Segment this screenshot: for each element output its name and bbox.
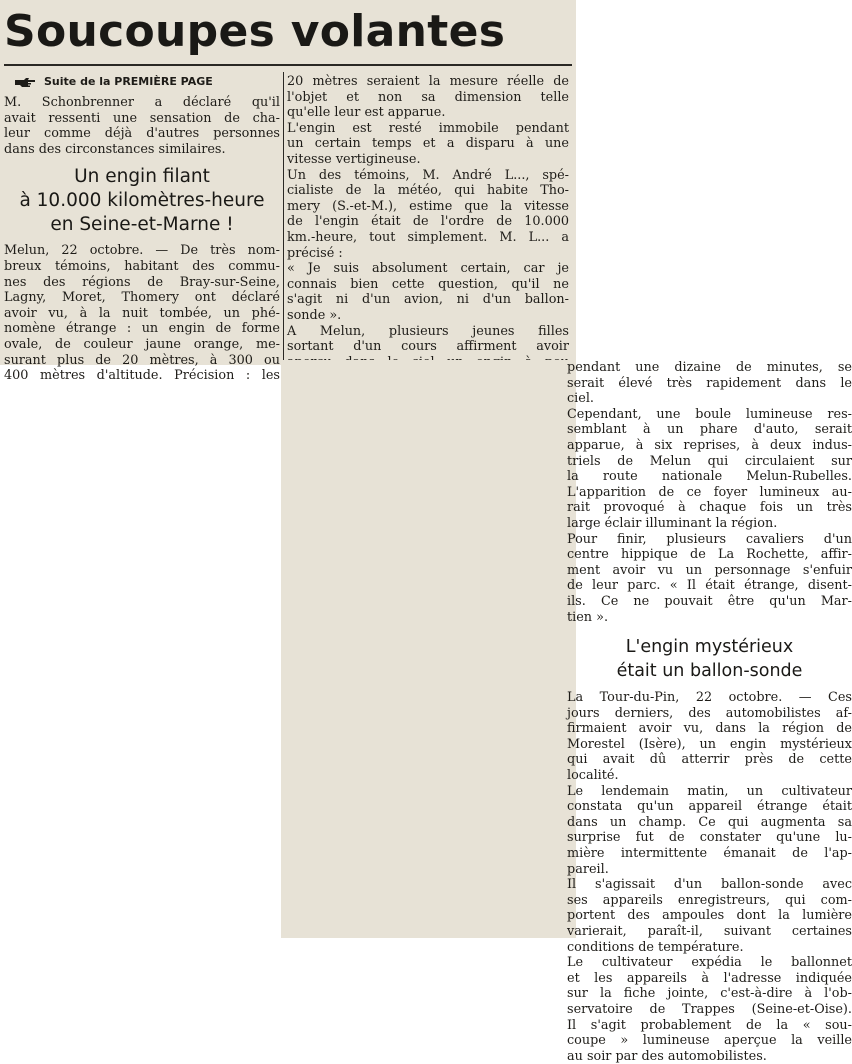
body-line: sur la fiche jointe, c'est-à-dire à l'ob- (567, 986, 852, 1002)
subhead-line: en Seine-et-Marne ! (50, 214, 234, 236)
subhead-line: était un ballon-sonde (616, 661, 803, 682)
body-line: connais bien cette question, qu'il ne (287, 276, 569, 292)
body-line: sonde ». (287, 307, 342, 323)
body-line: centre hippique de La Rochette, affir- (567, 547, 852, 563)
body-line: 20 mètres seraient la mesure réelle de (287, 74, 569, 89)
body-line: un certain temps et a disparu à une (287, 136, 569, 152)
body-line: firmaient avoir vu, dans la région de (567, 721, 852, 737)
body-line: surant plus de 20 mètres, à 300 ou (4, 352, 280, 368)
body-line: Morestel (Isère), un engin mystérieux (567, 736, 852, 752)
body-line: 400 mètres d'altitude. Précision : les (4, 368, 280, 384)
body-line: Le cultivateur expédia le ballonnet (567, 955, 852, 971)
body-line: ment avoir vu un personnage s'enfuir (567, 562, 852, 578)
body-line: serait élevé très rapidement dans le (567, 375, 852, 391)
body-line: au soir par des automobilistes. (567, 1048, 767, 1064)
body-line: localité. (567, 768, 619, 784)
clipping-top (0, 0, 576, 384)
body-line: pendant une dizaine de minutes, se (567, 360, 852, 375)
body-line: pareil. (567, 861, 609, 877)
body-line: servatoire de Trappes (Seine-et-Oise). (567, 1001, 852, 1017)
column-divider (283, 72, 284, 362)
body-line: la route nationale Melun-Rubelles. (567, 469, 852, 485)
body-line: qui avait dû atterrir près de cette (567, 752, 852, 768)
subhead-line: L'engin mystérieux (625, 637, 794, 658)
body-line: ovale, de couleur jaune orange, me- (4, 336, 280, 352)
body-line: semblant à un phare d'auto, serait (567, 422, 852, 438)
body-line: conditions de température. (567, 939, 744, 955)
body-line: ses appareils enregistreurs, qui com- (567, 892, 852, 908)
article-headline: Soucoupes volantes (4, 6, 506, 57)
body-line: mery (S.-et-M.), estime que la vitesse (287, 198, 569, 214)
right-column-top (287, 74, 569, 386)
body-line: A Melun, plusieurs jeunes filles (287, 323, 569, 339)
body-line: breux témoins, habitant des commu- (4, 258, 280, 274)
intro-line: M. Schonbrenner a déclaré qu'il (4, 95, 280, 110)
body-line: Pour finir, plusieurs cavaliers d'un (567, 531, 852, 547)
body-line: Lagny, Moret, Thomery ont déclaré (4, 290, 280, 306)
subhead-line: à 10.000 kilomètres-heure (19, 190, 265, 212)
body-line: vitesse vertigineuse. (287, 151, 421, 167)
body-line: précisé : (287, 245, 343, 261)
body-line: Il s'agit probablement de la « sou- (567, 1017, 852, 1033)
body-line: cialiste de la météo, qui habite Tho- (287, 183, 569, 199)
pointing-hand-icon (14, 77, 36, 88)
intro-line: leur comme déjà d'autres personnes (4, 126, 280, 142)
intro-line: dans des circonstances similaires. (4, 141, 226, 157)
subhead-line: Un engin filant (74, 166, 210, 188)
body-line: large éclair illuminant la région. (567, 515, 778, 531)
body-line: Le lendemain matin, un cultivateur (567, 783, 852, 799)
continuation-text: Suite de la PREMIÈRE PAGE (44, 75, 213, 88)
body-line: Un des témoins, M. André L..., spé- (287, 167, 569, 183)
body-line: ciel. (567, 391, 594, 407)
body-line: rait provoqué à chaque fois un très (567, 500, 852, 516)
left-column (4, 74, 280, 384)
right-column-bottom (567, 360, 852, 1064)
body-line: nes des régions de Bray-sur-Seine, (4, 274, 280, 290)
body-line: jours derniers, des automobilistes af- (567, 705, 852, 721)
body-line: km.-heure, tout simplement. M. L... a (287, 229, 569, 245)
body-line: varierait, paraît-il, suivant certaines (567, 924, 852, 939)
body-line: La Tour-du-Pin, 22 octobre. — Ces (567, 690, 852, 706)
body-line: « Je suis absolument certain, car je (287, 261, 569, 277)
body-line: s'agit ni d'un avion, ni d'un ballon- (287, 292, 569, 308)
continuation-label (4, 74, 280, 90)
body-line: l'objet et non sa dimension telle (287, 89, 569, 105)
clipping-right (281, 360, 852, 1064)
body-line: portent des ampoules dont la lumière (567, 908, 852, 924)
body-line: coupe » lumineuse aperçue la veille (567, 1033, 852, 1049)
body-line: surprise fut de constater qu'une lu- (567, 830, 852, 846)
body-line: sortant d'un cours affirment avoir (287, 339, 569, 355)
body-line: qu'elle leur est apparue. (287, 105, 446, 121)
intro-line: avait ressenti une sensation de cha- (4, 110, 280, 126)
body-line: constata qu'un appareil étrange était (567, 799, 852, 815)
body-line: Melun, 22 octobre. — De très nom- (4, 243, 280, 259)
headline-rule (4, 64, 572, 66)
body-line: triels de Melun qui circulaient sur (567, 453, 852, 469)
body-line: L'engin est resté immobile pendant (287, 120, 569, 136)
body-line: dans un champ. Ce qui augmenta sa (567, 814, 852, 830)
body-line: mière intermittente émanait de l'ap- (567, 846, 852, 862)
body-line: avoir vu, à la nuit tombée, un phé- (4, 305, 280, 321)
body-line: nomène étrange : un engin de forme (4, 321, 280, 337)
body-line: apparue, à six reprises, à deux indus- (567, 437, 852, 453)
body-line: et les appareils à l'adresse indiquée (567, 970, 852, 986)
body-line: Cependant, une boule lumineuse res- (567, 406, 852, 422)
body-line: de leur parc. « Il était étrange, disent- (567, 578, 852, 594)
body-line: L'apparition de ce foyer lumineux au- (567, 484, 852, 500)
body-line: Il s'agissait d'un ballon-sonde avec (567, 877, 852, 893)
body-line: tien ». (567, 609, 609, 625)
body-line: ils. Ce ne pouvait être qu'un Mar- (567, 593, 852, 609)
body-line: de l'engin était de l'ordre de 10.000 (287, 214, 569, 230)
